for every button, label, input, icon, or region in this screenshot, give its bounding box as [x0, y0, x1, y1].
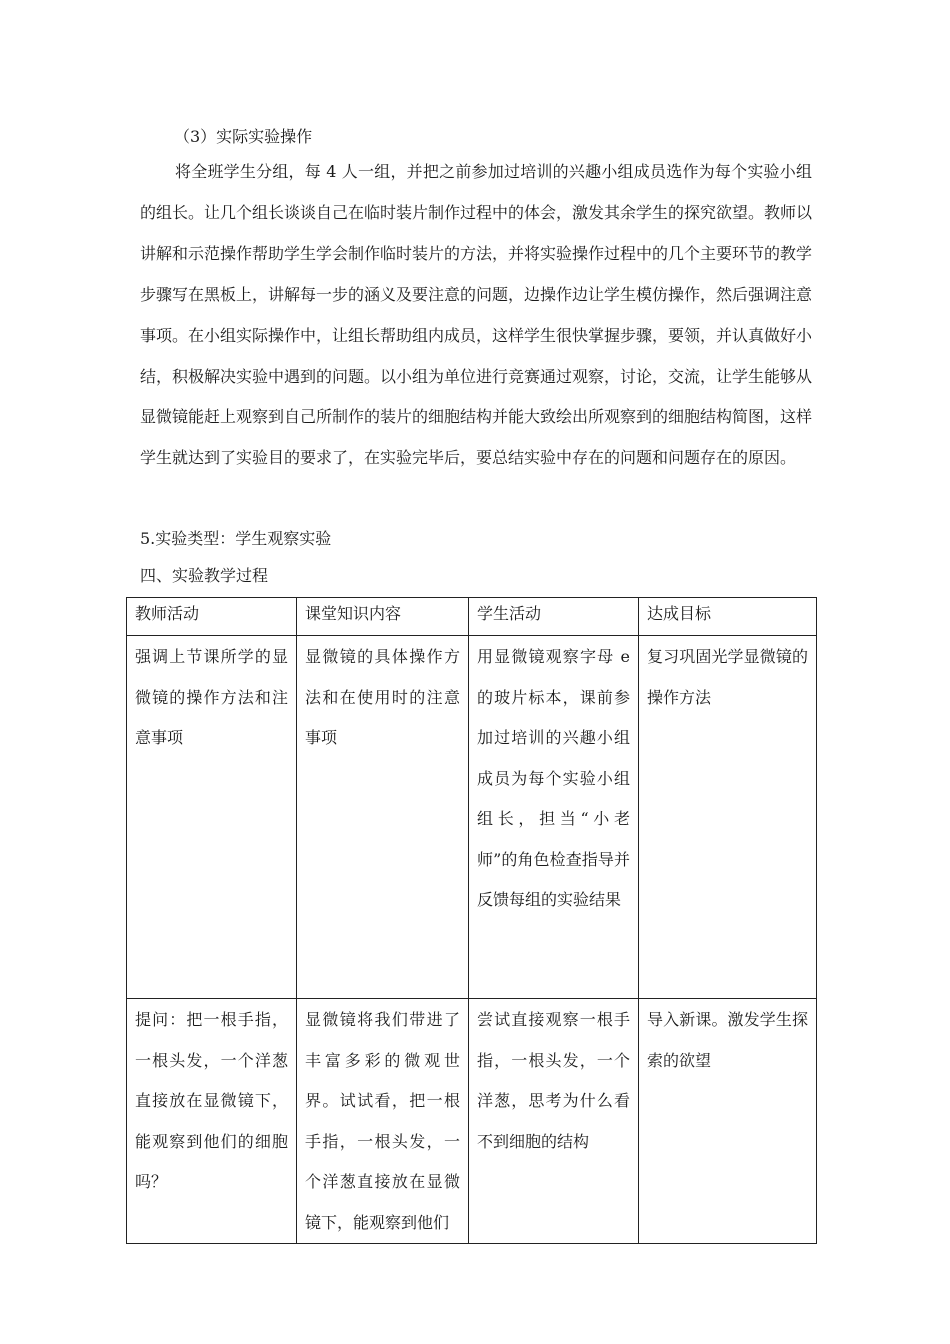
- table-row: [127, 636, 817, 999]
- table-cell: 显微镜将我们带进了丰富多彩的微观世界。试试看，把一根手指，一根头发，一个洋葱直接放在显微镜下，能观察到他们: [297, 999, 469, 1244]
- section-subheading: （3）实际实验操作: [174, 127, 313, 146]
- table-row: [127, 999, 817, 1244]
- section-heading: 四、实验教学过程: [140, 566, 269, 585]
- table-cell: 显微镜的具体操作方法和在使用时的注意事项: [297, 636, 469, 999]
- table-header-row: [127, 598, 817, 636]
- header-goal: 达成目标: [639, 598, 817, 636]
- header-class-knowledge: 课堂知识内容: [297, 598, 469, 636]
- table-cell: 复习巩固光学显微镜的操作方法: [639, 636, 817, 999]
- experiment-type: 5.实验类型：学生观察实验: [140, 529, 332, 548]
- table-cell: 强调上节课所学的显微镜的操作方法和注意事项: [127, 636, 297, 999]
- table-cell: 导入新课。激发学生探索的欲望: [639, 999, 817, 1244]
- header-teacher-activity: 教师活动: [127, 598, 297, 636]
- body-paragraph: 将全班学生分组，每 4 人一组，并把之前参加过培训的兴趣小组成员选作为每个实验小组的组长。让几个组长谈谈自己在临时装片制作过程中的体会，激发其余学生的探究欲望。教师以讲解和示范操作帮助学生学会制作临时装片的方法，并将实验操作过程中的几个主要环节的教学步骤写在黑板上，讲解每一步的涵义及要注意的问题，边操作边让学生模仿操作，然后强调注意事项。在小组实际操作中，让组长帮助组内成员，这样学生很快掌握步骤，要领，并认真做好小结，积极解决实验中遇到的问题。以小组为单位进行竞赛通过观察，讨论，交流，让学生能够从显微镜能赶上观察到自己所制作的装片的细胞结构并能大致绘出所观察到的细胞结构简图，这样学生就达到了实验目的要求了，在实验完毕后，要总结实验中存在的问题和问题存在的原因。: [140, 162, 813, 468]
- table-cell: 用显微镜观察字母 e 的玻片标本，课前参加过培训的兴趣小组成员为每个实验小组组长，担当“小老师”的角色检查指导并反馈每组的实验结果: [469, 636, 639, 999]
- table-cell: 尝试直接观察一根手指，一根头发，一个洋葱，思考为什么看不到细胞的结构: [469, 999, 639, 1244]
- header-student-activity: 学生活动: [469, 598, 639, 636]
- table-cell: 提问：把一根手指，一根头发，一个洋葱直接放在显微镜下，能观察到他们的细胞吗？: [127, 999, 297, 1244]
- lesson-process-table: [126, 597, 817, 1244]
